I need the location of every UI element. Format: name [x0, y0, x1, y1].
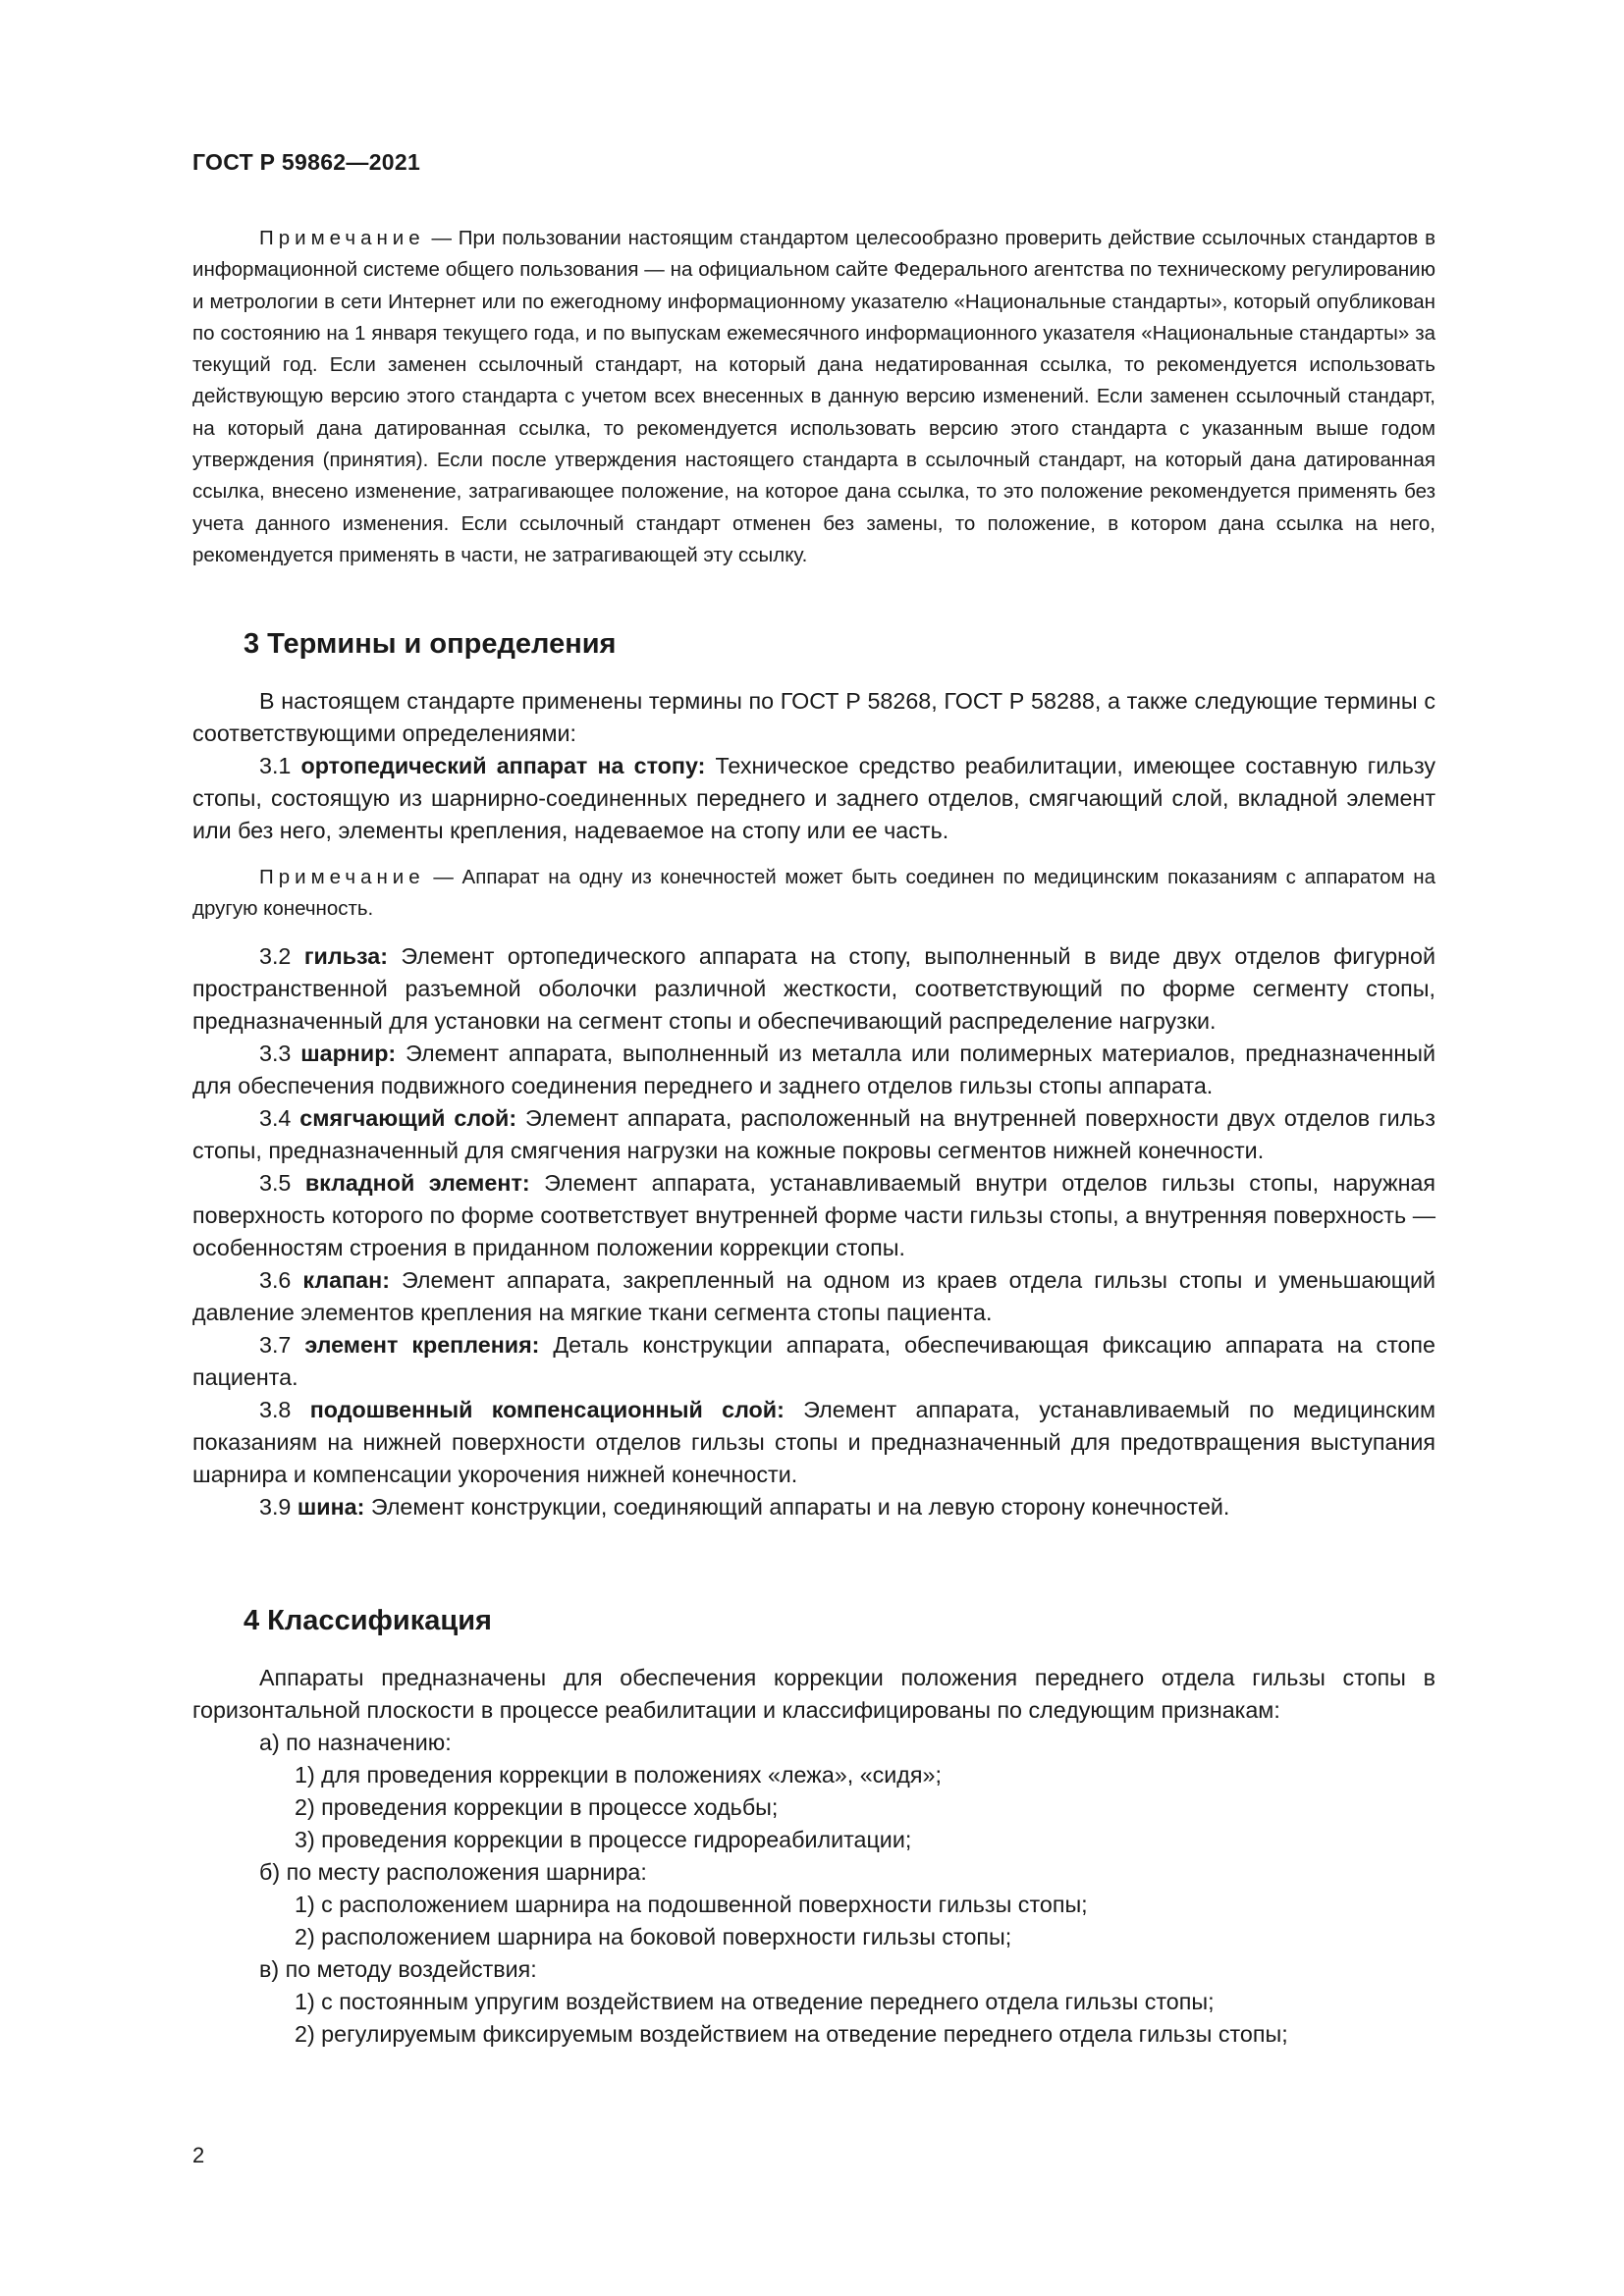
term-definition: Элемент ортопедического аппарата на стопу, выполненный в виде двух отделов фигурной пространственной разъемной оболочки различной жесткости, соответствующий по форме сегменту стопы, предназначенный для установки на сегмент стопы и обеспечивающий распределение нагрузки. [192, 943, 1435, 1034]
note-limb [192, 862, 1435, 926]
note-label: Примечание [259, 866, 425, 888]
list-item-a2: 2) проведения коррекции в процессе ходьбы; [295, 1794, 779, 1820]
term-number: 3.6 [259, 1267, 303, 1293]
term-3-8 [192, 1394, 1435, 1491]
terms-definitions-block [192, 940, 1435, 1523]
term-number: 3.7 [259, 1332, 305, 1358]
term-definition: Элемент аппарата, закрепленный на одном из краев отдела гильзы стопы и уменьшающий давление элементов крепления на мягкие ткани сегмента стопы пациента. [192, 1267, 1436, 1325]
note-label: Примечание [259, 227, 425, 249]
term-number: 3.8 [259, 1397, 310, 1422]
classification-block [192, 1662, 1435, 2051]
term-definition: Деталь конструкции аппарата, обеспечивающая фиксацию аппарата на стопе пациента. [192, 1332, 1436, 1390]
section-title-classification: 4 Классификация [244, 1605, 492, 1636]
term-number: 3.3 [259, 1041, 301, 1066]
list-item-a3: 3) проведения коррекции в процессе гидрореабилитации; [295, 1827, 912, 1852]
section-title-terms: 3 Термины и определения [244, 628, 617, 660]
list-item-a: а) по назначению: [259, 1730, 452, 1755]
list-item-v: в) по методу воздействия: [259, 1956, 537, 1982]
note-text: — Аппарат на одну из конечностей может быть соединен по медицинским показаниям с аппаратом на другую конечность. [192, 866, 1435, 921]
page-number: 2 [192, 2143, 205, 2167]
term-3-4 [192, 1102, 1435, 1167]
term-definition: Элемент аппарата, выполненный из металла или полимерных материалов, предназначенный для обеспечения подвижного соединения переднего и заднего отделов гильзы стопы аппарата. [192, 1041, 1436, 1098]
term-name: вкладной элемент: [304, 1170, 530, 1196]
term-definition: Элемент аппарата, расположенный на внутренней поверхности двух отделов гильз стопы, предназначенный для смягчения нагрузки на кожные покровы сегментов нижней конечности. [192, 1105, 1435, 1163]
term-definition: Техническое средство реабилитации, имеющее составную гильзу стопы, состоящую из шарнирно-соединенных переднего и заднего отделов, смягчающий слой, вкладной элемент или без него, элементы крепления, надеваемое на стопу или ее часть. [192, 753, 1436, 843]
term-3-7 [192, 1329, 1435, 1394]
list-item-b: б) по месту расположения шарнира: [259, 1859, 647, 1885]
list-item-a1: 1) для проведения коррекции в положениях «лежа», «сидя»; [295, 1762, 942, 1788]
term-name: шина: [297, 1494, 365, 1520]
term-3-5 [192, 1167, 1435, 1264]
list-item-b2: 2) расположением шарнира на боковой поверхности гильзы стопы; [295, 1924, 1012, 1949]
term-definition: Элемент аппарата, устанавливаемый внутри отделов гильзы стопы, наружная поверхность которого по форме соответствует внутренней форме части гильзы стопы, а внутренняя поверхность — особенностям строения в приданном положении коррекции стопы. [192, 1170, 1436, 1260]
term-name: элемент крепления: [304, 1332, 540, 1358]
term-number: 3.5 [259, 1170, 305, 1196]
note-text: — При пользовании настоящим стандартом целесообразно проверить действие ссылочных стандартов в информационной системе общего пользования — на официальном сайте Федерального агентства по техническому регулированию и метрологии в сети Интернет или по ежегодному информационному указателю «Национальные стандарты», который опубликован по состоянию на 1 января текущего года, и по выпускам ежемесячного информационного указателя «Национальные стандарты» за текущий год. Если заменен ссылочный стандарт, на который дана недатированная ссылка, то рекомендуется использовать действующую версию этого стандарта с учетом всех внесенных в данную версию изменений. Если заменен ссылочный стандарт, на который дана датированная ссылка, то рекомендуется использовать версию этого стандарта с указанным выше годом утверждения (принятия). Если после утверждения настоящего стандарта в ссылочный стандарт, на который дана датированная ссылка, внесено изменение, затрагивающее положение, на которое дана ссылка, то это положение рекомендуется применять без учета данного изменения. Если ссылочный стандарт отменен без замены, то положение, в котором дана ссылка на него, рекомендуется применять в части, не затрагивающей эту ссылку. [192, 227, 1435, 566]
term-3-2 [192, 940, 1435, 1038]
term-number: 3.2 [259, 943, 304, 969]
term-number: 3.9 [259, 1494, 298, 1520]
term-3-9 [192, 1491, 1435, 1523]
list-item-v1: 1) с постоянным упругим воздействием на отведение переднего отдела гильзы стопы; [295, 1989, 1215, 2014]
term-3-6 [192, 1264, 1435, 1329]
term-definition: Элемент аппарата, устанавливаемый по медицинским показаниям на нижней поверхности отделов гильзы стопы и предназначенный для предотвращения выступания шарнира и компенсации укорочения нижней конечности. [192, 1397, 1436, 1487]
term-name: смягчающий слой: [299, 1105, 517, 1131]
term-name: ортопедический аппарат на стопу: [300, 753, 706, 778]
term-name: клапан: [302, 1267, 390, 1293]
term-3-1 [192, 750, 1435, 847]
classification-intro: Аппараты предназначены для обеспечения коррекции положения переднего отдела гильзы стопы в горизонтальной плоскости в процессе реабилитации и классифицированы по следующим признакам: [192, 1665, 1435, 1723]
term-name: гильза: [303, 943, 388, 969]
term-number: 3.4 [259, 1105, 300, 1131]
note-references [192, 223, 1435, 571]
term-definition: Элемент конструкции, соединяющий аппараты и на левую сторону конечностей. [364, 1494, 1230, 1520]
term-number: 3.1 [259, 753, 301, 778]
term-name: подошвенный компенсационный слой: [309, 1397, 785, 1422]
document-header: ГОСТ Р 59862—2021 [192, 149, 421, 175]
term-name: шарнир: [300, 1041, 397, 1066]
term-3-3 [192, 1038, 1435, 1102]
terms-intro-block [192, 685, 1435, 847]
list-item-b1: 1) с расположением шарнира на подошвенной поверхности гильзы стопы; [295, 1892, 1088, 1917]
terms-intro: В настоящем стандарте применены термины по ГОСТ Р 58268, ГОСТ Р 58288, а также следующие термины с соответствующими определениями: [192, 688, 1435, 746]
list-item-v2: 2) регулируемым фиксируемым воздействием на отведение переднего отдела гильзы стопы; [295, 2021, 1288, 2047]
